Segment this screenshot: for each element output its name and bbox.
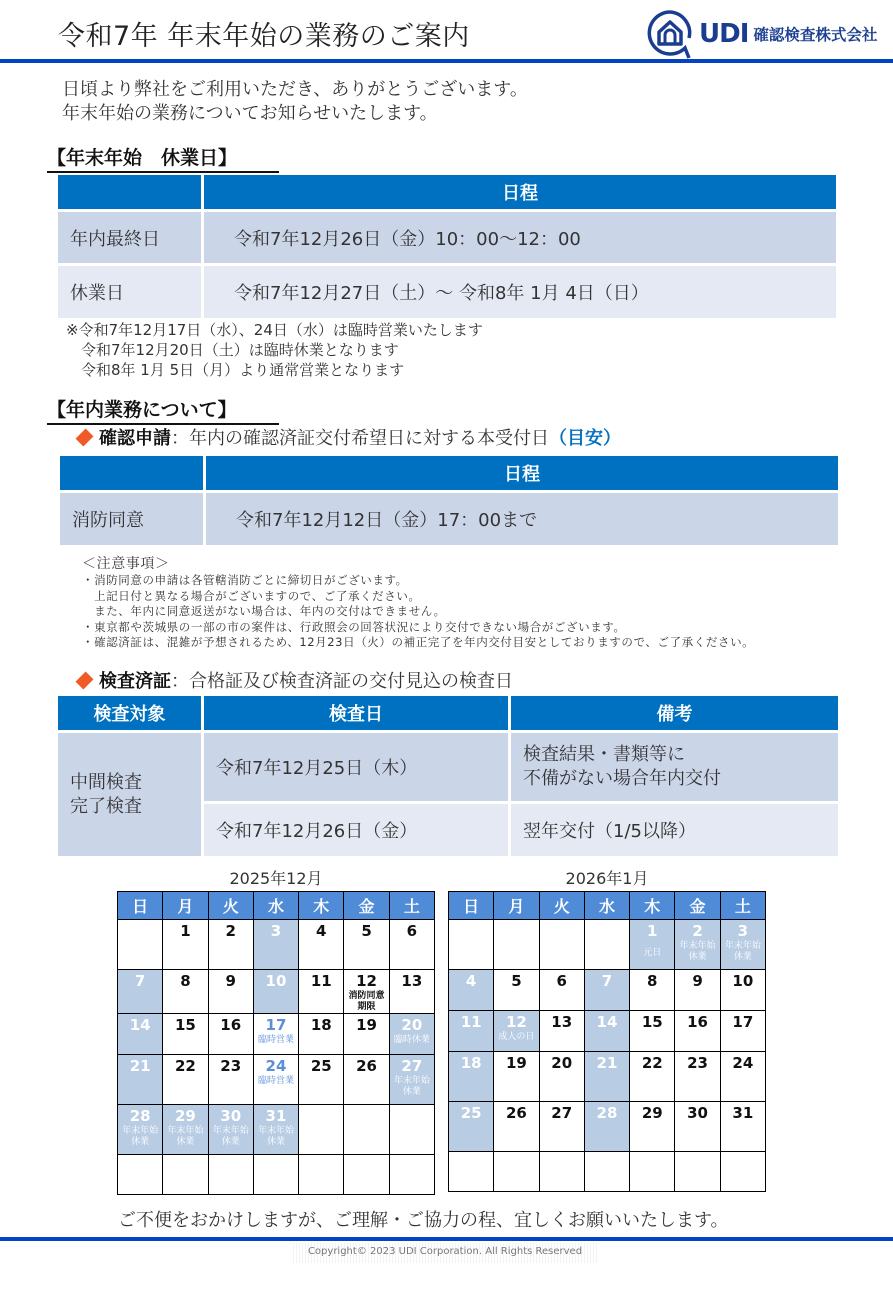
weekday-header: 火 [208,892,253,920]
table-row [58,266,836,318]
calendar-week-row [118,1155,435,1195]
day-number: 2 [692,922,703,940]
calendar-day-cell [449,970,494,1011]
calendar-day-cell [118,1105,163,1155]
calendar-day-cell [389,1014,434,1055]
calendar-empty-cell [344,1105,389,1155]
calendar-week-row [449,1011,766,1052]
header-divider [0,59,893,63]
calendar-day-cell [494,1011,539,1052]
row-value: 令和7年12月12日（金）17：00まで [206,493,838,545]
intro-text [62,78,528,126]
day-number: 24 [732,1054,754,1072]
day-label: 年末年始 休業 [393,1076,430,1097]
weekday-header-row [449,892,766,920]
calendar-day-cell [299,920,344,970]
calendar-week-row [118,1014,435,1055]
calendar-empty-cell [449,920,494,970]
day-label: 年末年始 休業 [679,941,716,962]
calendar-day-cell [208,1055,253,1105]
day-number: 21 [129,1057,151,1075]
weekday-header: 金 [675,892,720,920]
target-line: 完了検査 [70,795,142,817]
inspection-title: 検査済証 [99,671,171,692]
calendar-day-cell [675,1011,720,1052]
calendar-day-cell [720,1011,765,1052]
day-number: 28 [129,1107,151,1125]
table-header-cell: 検査日 [204,696,508,730]
day-number: 8 [647,972,658,990]
note-line: ※令和7年12月17日（水）、24日（水）は臨時営業いたします [66,321,483,339]
table-header-cell: 日程 [204,175,836,209]
target-line: 中間検査 [70,771,142,793]
calendar-day-cell [253,1014,298,1055]
calendar-week-row [449,1102,766,1152]
day-number: 31 [265,1107,287,1125]
day-label: 年末年始 休業 [212,1126,249,1147]
weekday-header: 日 [449,892,494,920]
day-label: 年末年始 休業 [724,941,761,962]
calendar-empty-cell [675,1152,720,1192]
company-logo [645,8,877,60]
diamond-bullet-icon [76,671,94,689]
copyright-text: Copyright© 2023 UDI Corporation. All Rights Reserved [293,1243,597,1263]
day-number: 30 [687,1104,708,1122]
december-calendar [117,891,435,1195]
weekday-header: 火 [539,892,584,920]
calendar-day-cell [494,1052,539,1102]
row-label: 年内最終日 [58,212,201,263]
day-number: 5 [361,922,372,940]
table-header-row [58,175,836,209]
calendar-day-cell [344,920,389,970]
calendar-empty-cell [539,920,584,970]
day-number: 29 [641,1104,663,1122]
day-label: 臨時営業 [257,1076,294,1086]
calendar-week-row [118,970,435,1014]
weekday-header-row [118,892,435,920]
inspection-note [511,733,838,801]
calendar-day-cell [208,1014,253,1055]
company-name: 確認検査株式会社 [753,26,878,44]
calendar-day-cell [584,1011,629,1052]
day-label: 成人の日 [498,1032,535,1042]
calendar-day-cell [449,1052,494,1102]
day-number: 1 [180,922,191,940]
row-label: 休業日 [58,266,201,318]
calendar-empty-cell [584,920,629,970]
day-number: 4 [465,972,477,990]
calendar-day-cell [630,1102,675,1152]
day-number: 7 [134,972,146,990]
calendar-day-cell [344,970,389,1014]
day-number: 11 [460,1013,482,1031]
application-subheading [74,424,621,450]
day-number: 24 [265,1057,287,1075]
day-number: 25 [460,1104,482,1122]
day-number: 12 [356,972,377,990]
weekday-header: 木 [299,892,344,920]
weekday-header: 月 [163,892,208,920]
day-number: 9 [692,972,703,990]
caution-title: ＜注意事項＞ [82,556,170,572]
calendar-day-cell [584,1052,629,1102]
calendar-day-cell [539,1011,584,1052]
calendar-empty-cell [539,1152,584,1192]
inspection-date: 令和7年12月26日（金） [204,804,508,856]
day-number: 12 [505,1013,527,1031]
calendar-day-cell [494,1102,539,1152]
weekday-header: 土 [720,892,765,920]
calendar-day-cell [539,1052,584,1102]
weekday-header: 木 [630,892,675,920]
calendar-day-cell [675,920,720,970]
calendar-day-cell [344,1055,389,1105]
day-number: 16 [687,1013,708,1031]
day-number: 25 [310,1057,332,1075]
inspection-target-cell [58,733,201,856]
calendar-day-cell [720,970,765,1011]
calendar-day-cell [630,1011,675,1052]
calendar-empty-cell [389,1105,434,1155]
business-section-heading: 【年内業務について】 [47,395,279,425]
weekday-header: 日 [118,892,163,920]
calendar-day-cell [720,1102,765,1152]
day-number: 27 [401,1057,423,1075]
intro-line-2: 年末年始の業務についてお知らせいたします。 [62,103,438,124]
row-value: 令和7年12月27日（土）〜 令和8年 1月 4日（日） [204,266,836,318]
calendar-empty-cell [299,1105,344,1155]
udi-house-icon [645,8,695,60]
table-header-cell: 日程 [206,456,838,490]
calendar-day-cell [163,1014,208,1055]
row-label: 消防同意 [60,493,203,545]
calendar-day-cell [675,1052,720,1102]
calendar-empty-cell [584,1152,629,1192]
calendar-day-cell [163,970,208,1014]
application-description: 年内の確認済証交付希望日に対する本受付日 [189,428,549,449]
calendar-day-cell [163,1055,208,1105]
calendar-week-row [449,1152,766,1192]
calendar-day-cell [389,970,434,1014]
diamond-bullet-icon [76,428,94,446]
note-line: 不備がない場合年内交付 [523,768,721,789]
calendar-empty-cell [494,1152,539,1192]
calendar-week-row [118,1105,435,1155]
table-row [60,493,838,545]
table-header-cell: 備考 [511,696,838,730]
row-value: 令和7年12月26日（金）10：00〜12：00 [204,212,836,263]
calendar-empty-cell [344,1155,389,1195]
day-number: 3 [270,922,282,940]
note-line: 令和8年 1月 5日（月）より通常営業となります [66,361,405,379]
day-label: 年末年始 休業 [122,1126,159,1147]
day-number: 1 [647,922,658,940]
table-header-row [60,456,838,490]
calendar-day-cell [584,1102,629,1152]
calendar-day-cell [163,920,208,970]
calendar-day-cell [299,1014,344,1055]
day-number: 9 [225,972,236,990]
day-number: 23 [220,1057,242,1075]
day-number: 2 [225,922,236,940]
day-number: 10 [732,972,754,990]
day-label: 年末年始 休業 [257,1126,294,1147]
calendar-empty-cell [118,920,163,970]
calendar-day-cell [208,920,253,970]
table-header-row [58,696,838,730]
calendar-day-cell [720,920,765,970]
day-number: 8 [180,972,191,990]
day-number: 26 [356,1057,377,1075]
weekday-header: 水 [253,892,298,920]
inspection-schedule-table [55,693,841,859]
day-number: 7 [601,972,613,990]
day-number: 6 [556,972,567,990]
day-number: 27 [551,1104,573,1122]
day-number: 22 [641,1054,663,1072]
day-number: 22 [174,1057,196,1075]
caution-line: ・東京都や茨城県の一部の市の案件は、行政照会の回答状況により交付できない場合がございます。 [82,619,626,634]
calendar-empty-cell [389,1155,434,1195]
calendar-day-cell [539,1102,584,1152]
day-number: 15 [174,1016,196,1034]
day-number: 14 [596,1013,618,1031]
weekday-header: 金 [344,892,389,920]
day-number: 20 [551,1054,573,1072]
day-number: 5 [511,972,522,990]
weekday-header: 水 [584,892,629,920]
day-number: 23 [687,1054,708,1072]
day-label: 臨時営業 [257,1035,294,1045]
calendar-day-cell [299,1055,344,1105]
day-number: 11 [310,972,332,990]
calendar-day-cell [449,1102,494,1152]
calendar-empty-cell [720,1152,765,1192]
page-header [0,0,893,63]
calendar-empty-cell [163,1155,208,1195]
note-line: 令和7年12月20日（土）は臨時休業となります [66,341,399,359]
day-number: 18 [460,1054,482,1072]
calendar-day-cell [253,1105,298,1155]
calendar-day-cell [630,920,675,970]
day-number: 13 [401,972,423,990]
note-line: 検査結果・書類等に [523,744,685,765]
calendar-empty-cell [494,920,539,970]
calendar-empty-cell [449,1152,494,1192]
calendar-day-cell [118,970,163,1014]
december-calendar-title: 2025年12月 [229,869,323,888]
inspection-subheading [74,667,513,693]
day-label: 消防同意 期限 [348,991,385,1012]
day-label: 年末年始 休業 [167,1126,204,1147]
inspection-description: 合格証及び検査済証の交付見込の検査日 [189,671,513,692]
calendar-day-cell [299,970,344,1014]
calendar-empty-cell [208,1155,253,1195]
calendar-day-cell [389,920,434,970]
calendar-day-cell [539,970,584,1011]
page-title: 令和7年 年末年始の業務のご案内 [58,21,470,52]
calendar-week-row [118,920,435,970]
caution-line: ・消防同意の申請は各管轄消防ごとに締切日がございます。 [82,573,408,587]
january-calendar-title: 2026年1月 [565,869,649,888]
calendar-empty-cell [299,1155,344,1195]
application-title: 確認申請 [99,428,171,449]
day-number: 31 [732,1104,754,1122]
table-header-cell: 検査対象 [58,696,201,730]
application-schedule-table [57,453,841,548]
calendar-day-cell [720,1052,765,1102]
calendar-day-cell [630,970,675,1011]
table-header-cell [60,456,203,490]
weekday-header: 月 [494,892,539,920]
day-number: 17 [732,1013,754,1031]
table-header-cell [58,175,201,209]
day-number: 17 [265,1016,287,1034]
day-number: 6 [406,922,418,940]
calendar-day-cell [675,970,720,1011]
day-number: 14 [129,1016,151,1034]
logo-wordmark: UDI [699,19,749,49]
january-calendar [448,891,766,1192]
day-number: 29 [174,1107,196,1125]
calendar-day-cell [344,1014,389,1055]
colon: ： [171,671,189,692]
day-number: 18 [310,1016,332,1034]
day-number: 13 [551,1013,573,1031]
table-row [58,212,836,263]
day-number: 19 [505,1054,527,1072]
calendar-week-row [118,1055,435,1105]
caution-line: ・確認済証は、混雑が予想されるため、12月23日（火）の補正完了を年内交付目安としておりますので、ご了承ください。 [82,635,755,649]
holiday-section-heading: 【年末年始 休業日】 [47,143,279,173]
inspection-note: 翌年交付（1/5以降） [511,804,838,856]
calendar-day-cell [675,1102,720,1152]
calendar-day-cell [449,1011,494,1052]
day-number: 21 [596,1054,618,1072]
caution-line: 上記日付と異なる場合がございますので、ご了承ください。 [82,588,421,603]
calendar-day-cell [494,970,539,1011]
calendar-day-cell [630,1052,675,1102]
calendar-week-row [449,1052,766,1102]
calendar-empty-cell [118,1155,163,1195]
footer-divider [0,1237,893,1241]
caution-notes [82,556,754,651]
calendar-day-cell [253,920,298,970]
calendar-day-cell [118,1014,163,1055]
calendar-week-row [449,970,766,1011]
day-number: 19 [356,1016,377,1034]
closing-message: ご不便をおかけしますが、ご理解・ご協力の程、宜しくお願いいたします。 [118,1210,729,1231]
weekday-header: 土 [389,892,434,920]
day-number: 16 [220,1016,242,1034]
holiday-notes [66,320,483,380]
calendar-empty-cell [253,1155,298,1195]
calendar-day-cell [253,1055,298,1105]
holiday-schedule-table [55,172,839,321]
table-row [58,733,838,801]
colon: ： [171,428,189,449]
day-number: 30 [220,1107,242,1125]
day-number: 3 [737,922,749,940]
day-number: 15 [641,1013,663,1031]
estimate-highlight: （目安） [549,428,621,449]
calendar-day-cell [208,1105,253,1155]
day-number: 4 [316,922,327,940]
day-number: 26 [505,1104,527,1122]
day-number: 20 [401,1016,423,1034]
day-label: 元日 [643,948,662,958]
day-number: 28 [596,1104,618,1122]
calendar-day-cell [389,1055,434,1105]
calendar-day-cell [584,970,629,1011]
calendar-empty-cell [630,1152,675,1192]
calendar-day-cell [118,1055,163,1105]
caution-line: また、年内に同意返送がない場合は、年内の交付はできません。 [82,604,446,618]
calendar-day-cell [163,1105,208,1155]
day-label: 臨時休業 [393,1035,430,1045]
inspection-date: 令和7年12月25日（木） [204,733,508,801]
calendar-week-row [449,920,766,970]
calendar-day-cell [253,970,298,1014]
calendar-day-cell [208,970,253,1014]
day-number: 10 [265,972,287,990]
intro-line-1: 日頃より弊社をご利用いただき、ありがとうございます。 [62,79,528,100]
